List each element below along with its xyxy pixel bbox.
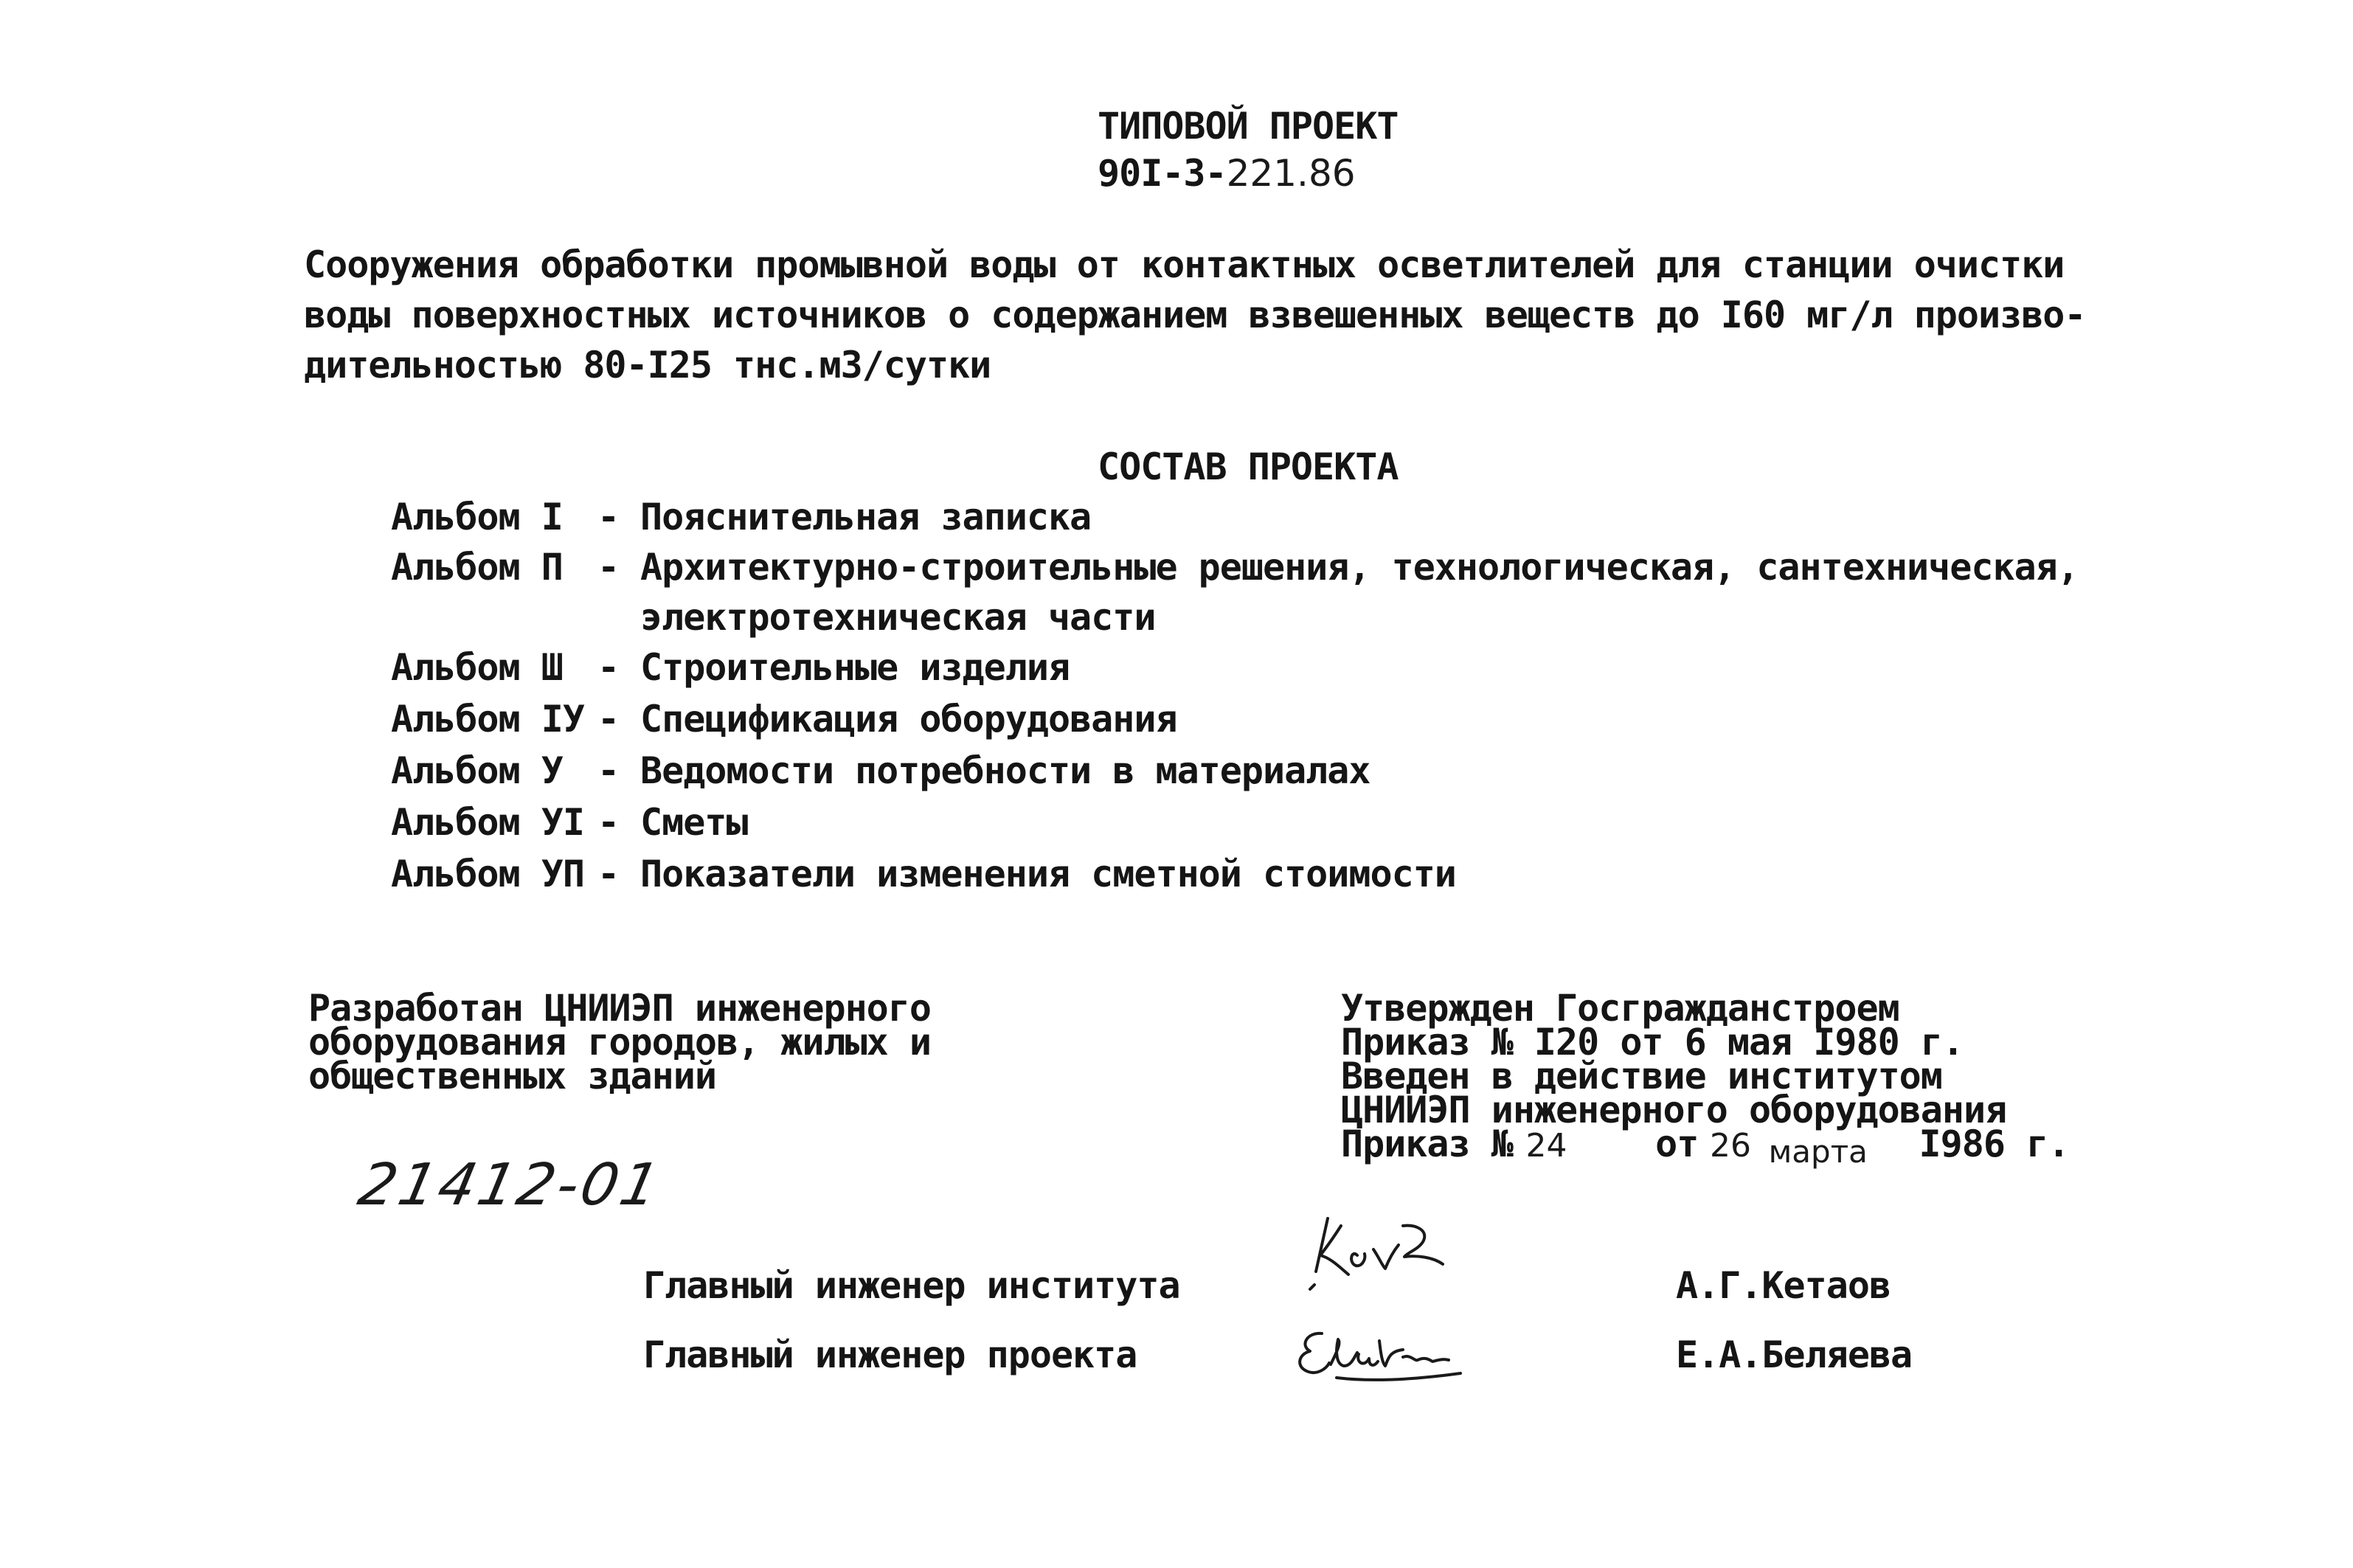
album-label: Альбом УП <box>391 853 584 895</box>
project-number-handwritten: 221.86 <box>1226 152 1356 195</box>
approval-line-1: Утвержден Госгражданстроем <box>1341 987 1899 1030</box>
album-text: Пояснительная записка <box>640 496 1092 538</box>
album-text: Архитектурно-строительные решения, технологическая, сантехническая, <box>640 546 2079 589</box>
order-number-handwritten: 24 <box>1525 1127 1567 1165</box>
album-item-5 <box>391 749 1370 792</box>
album-item-7 <box>391 853 1456 895</box>
project-number <box>1098 152 1356 195</box>
album-item-4 <box>391 698 1177 740</box>
album-label: Альбом Ш <box>391 646 563 689</box>
album-label: Альбом IУ <box>391 698 584 740</box>
order-month-handwritten: марта <box>1768 1134 1868 1170</box>
signature-belyaeva <box>1292 1320 1469 1387</box>
approval-line-4: ЦНИИЭП инженерного оборудования <box>1341 1089 2007 1131</box>
order-year: I986 г. <box>1919 1123 2070 1165</box>
composition-heading: СОСТАВ ПРОЕКТА <box>1098 445 1399 488</box>
order-from: от <box>1655 1123 1699 1165</box>
album-item-1 <box>391 496 1091 538</box>
inventory-number-handwritten: 21412-01 <box>353 1152 668 1218</box>
album-label: Альбом I <box>391 496 563 538</box>
chief-engineer-project-name: Е.А.Беляева <box>1676 1333 1913 1376</box>
description-line-2: воды поверхностных источников о содержанием взвешенных веществ до I60 мг/л произво- <box>304 294 2086 336</box>
approval-line-3: Введен в действие институтом <box>1341 1055 1942 1097</box>
album-item-2-continuation: электротехническая части <box>640 596 1156 639</box>
album-dash: - <box>597 496 620 538</box>
chief-engineer-project-title: Главный инженер проекта <box>643 1333 1137 1376</box>
chief-engineer-institute-name: А.Г.Кетаов <box>1676 1264 1891 1307</box>
album-text: Сметы <box>640 801 748 844</box>
order-day-handwritten: 26 <box>1709 1127 1751 1165</box>
order-prefix: Приказ № <box>1341 1123 1513 1165</box>
album-item-2 <box>391 546 2079 589</box>
approval-line-2: Приказ № I20 от 6 мая I980 г. <box>1341 1021 1964 1064</box>
album-text: Ведомости потребности в материалах <box>640 749 1370 792</box>
album-dash: - <box>597 546 620 589</box>
album-dash: - <box>597 853 620 895</box>
description-line-3: дительностью 80-I25 тнс.м3/сутки <box>304 344 991 386</box>
album-dash: - <box>597 646 620 689</box>
album-item-3 <box>391 646 1070 689</box>
chief-engineer-institute-title: Главный инженер института <box>643 1264 1180 1307</box>
album-label: Альбом УI <box>391 801 584 844</box>
album-text: Показатели изменения сметной стоимости <box>640 853 1456 895</box>
album-label: Альбом У <box>391 749 563 792</box>
signature-ketaov <box>1306 1204 1475 1292</box>
album-label: Альбом П <box>391 546 563 589</box>
description-line-1: Сооружения обработки промывной воды от контактных осветлителей для станции очистки <box>304 243 2065 286</box>
project-number-typed: 90I-3- <box>1098 152 1227 195</box>
developer-line-2: оборудования городов, жилых и <box>308 1021 931 1064</box>
approval-line-5 <box>1341 1123 2070 1170</box>
document-title: ТИПОВОЙ ПРОЕКТ <box>1098 105 1399 148</box>
album-dash: - <box>597 749 620 792</box>
album-item-6 <box>391 801 748 844</box>
album-dash: - <box>597 698 620 740</box>
developer-line-1: Разработан ЦНИИЭП инженерного <box>308 987 931 1030</box>
album-dash: - <box>597 801 620 844</box>
album-text: Спецификация оборудования <box>640 698 1177 740</box>
album-text: Строительные изделия <box>640 646 1070 689</box>
developer-line-3: общественных зданий <box>308 1055 716 1097</box>
